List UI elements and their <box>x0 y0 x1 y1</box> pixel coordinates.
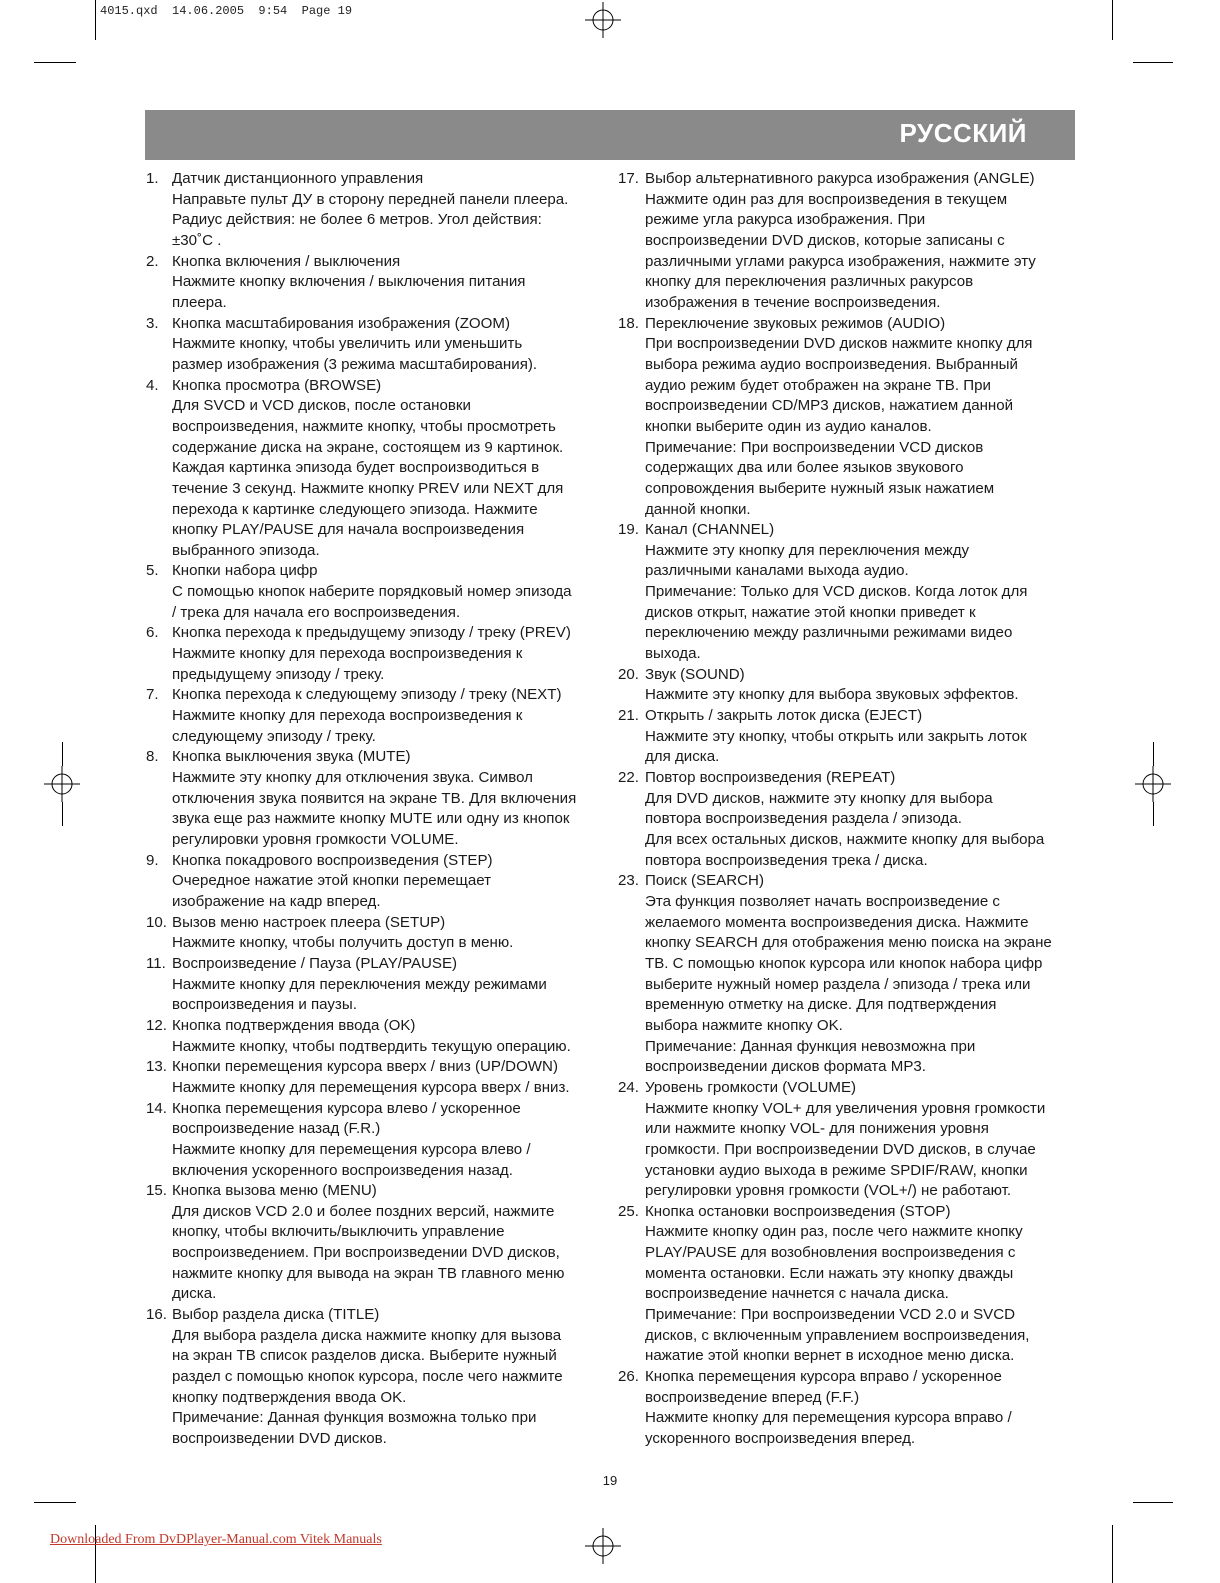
item-number: 22. <box>618 769 639 787</box>
item-description-line: момента остановки. Если нажать эту кнопку дважды <box>645 1264 1014 1282</box>
item-description-line: плеера. <box>172 293 227 311</box>
item-number: 4. <box>146 376 159 394</box>
crop-mark <box>34 62 76 63</box>
item-description-line: Нажмите кнопку включения / выключения питания <box>172 273 526 291</box>
item-description-line: Примечание: Данная функция невозможна при <box>645 1037 976 1055</box>
crop-mark <box>95 0 96 40</box>
item-description-line: выбора нажмите кнопку OK. <box>645 1016 843 1034</box>
language-header <box>145 110 1075 160</box>
item-number: 26. <box>618 1368 639 1386</box>
item-description-line: Нажмите один раз для воспроизведения в текущем <box>645 190 1008 208</box>
list-item <box>146 1181 608 1305</box>
item-number: 2. <box>146 252 159 270</box>
crop-mark <box>1153 742 1154 766</box>
item-description-line: Направьте пульт ДУ в сторону передней панели плеера. <box>172 190 569 208</box>
item-number: 20. <box>618 665 639 683</box>
crop-mark <box>1133 1502 1173 1503</box>
list-item <box>146 561 608 623</box>
item-heading <box>146 561 608 582</box>
item-number: 16. <box>146 1306 167 1324</box>
item-description-line: кнопку, чтобы включить/выключить управление <box>172 1223 505 1241</box>
list-item <box>146 747 608 850</box>
item-description-line: переключению между различными режимами видео <box>645 624 1013 642</box>
item-number: 8. <box>146 748 159 766</box>
item-description-line: воспроизведении DVD дисков. <box>172 1430 387 1448</box>
item-number: 1. <box>146 170 159 187</box>
item-number: 6. <box>146 624 159 642</box>
item-heading <box>146 1181 608 1202</box>
item-description-line: регулировки уровня громкости VOLUME. <box>172 831 459 848</box>
item-number: 10. <box>146 913 167 931</box>
item-description-line: ТВ. С помощью кнопок курсора или кнопок набора цифр <box>645 954 1043 972</box>
item-heading-text: Вызов меню настроек плеера (SETUP) <box>172 913 446 931</box>
list-item <box>146 314 608 376</box>
crop-mark <box>1133 62 1173 63</box>
item-heading-text: Кнопки набора цифр <box>172 562 318 580</box>
item-description-line: течение 3 секунд. Нажмите кнопку PREV или NEXT для <box>172 479 564 497</box>
item-heading-text: Кнопка перемещения курсора вправо / ускоренное <box>645 1368 1002 1386</box>
list-item <box>618 1202 1076 1367</box>
item-description-line: / трека для начала его воспроизведения. <box>172 603 461 621</box>
list-item <box>618 1367 1076 1450</box>
item-description-line: ускоренного воспроизведения вперед. <box>645 1430 916 1448</box>
crop-mark <box>1153 802 1154 826</box>
item-description-line: временную отметку на диске. Для подтверждения <box>645 996 997 1014</box>
item-heading <box>146 747 608 768</box>
item-description-line: воспроизведении CD/MP3 дисков, нажатием данной <box>645 397 1014 415</box>
item-description-line: Нажмите кнопку один раз, после чего нажмите кнопку <box>645 1223 1023 1241</box>
item-heading <box>618 768 1076 789</box>
item-description-line: Нажмите кнопку для перемещения курсора вправо / <box>645 1409 1012 1427</box>
item-heading <box>146 954 608 975</box>
item-description-line: диска. <box>172 1285 217 1303</box>
list-item <box>618 520 1076 665</box>
print-slug: 4015.qxd 14.06.2005 9:54 Page 19 <box>100 4 353 18</box>
item-heading <box>618 706 1076 727</box>
crop-mark <box>1112 0 1113 40</box>
item-number: 18. <box>618 314 639 332</box>
item-description-line: предыдущему эпизоду / треку. <box>172 665 385 683</box>
item-description-line: Нажмите кнопку, чтобы подтвердить текущую операцию. <box>172 1037 571 1055</box>
item-description-line: включения ускоренного воспроизведения назад. <box>172 1161 513 1179</box>
list-item <box>618 706 1076 768</box>
list-item <box>618 768 1076 871</box>
list-item <box>618 871 1076 1078</box>
item-description-line: Нажмите кнопку, чтобы увеличить или уменьшить <box>172 335 523 353</box>
item-description-line: на экран ТВ список разделов диска. Выберите нужный <box>172 1347 557 1365</box>
item-description-line: дисков открыт, нажатие этой кнопки приведет к <box>645 603 976 621</box>
item-description-line: воспроизведении дисков формата MP3. <box>645 1058 926 1076</box>
item-heading-text: Кнопка выключения звука (MUTE) <box>172 748 411 766</box>
item-description-line: выбранного эпизода. <box>172 541 320 559</box>
item-heading <box>146 252 608 273</box>
item-description-line: кнопку SEARCH для отображения меню поиска на экране <box>645 934 1052 952</box>
item-description-line: для диска. <box>645 748 720 766</box>
item-number: 24. <box>618 1078 639 1096</box>
item-description-line: воспроизведении DVD дисков, которые записаны с <box>645 231 1005 249</box>
item-description-line: нажатие этой кнопки вернет в исходное меню диска. <box>645 1347 1015 1365</box>
list-item <box>146 169 608 252</box>
item-heading-text: Выбор раздела диска (TITLE) <box>172 1306 380 1324</box>
item-description-line: воспроизведение вперед (F.F.) <box>645 1388 860 1406</box>
registration-mark-icon <box>585 2 621 38</box>
item-number: 21. <box>618 707 639 725</box>
registration-mark-icon <box>585 1528 621 1564</box>
item-heading-text: Уровень громкости (VOLUME) <box>645 1078 857 1096</box>
item-description-line: режиме угла ракурса изображения. При <box>645 211 926 229</box>
item-description-line: воспроизведения и паузы. <box>172 996 357 1014</box>
item-heading <box>146 1305 608 1326</box>
item-description-line: Нажмите эту кнопку для переключения между <box>645 541 970 559</box>
item-description-line: Для SVCD и VCD дисков, после остановки <box>172 397 471 415</box>
item-description-line: кнопку для переключения различных ракурсов <box>645 273 974 291</box>
item-number: 5. <box>146 562 159 580</box>
item-heading <box>618 169 1076 190</box>
crop-mark <box>62 802 63 826</box>
list-item <box>146 623 608 685</box>
item-description-line: Радиус действия: не более 6 метров. Угол действия: <box>172 211 542 229</box>
item-description-line: различными углами ракурса изображения, нажмите эту <box>645 252 1036 270</box>
item-description-line: содержание диска на экране, состоящем из 9 картинок. <box>172 438 564 456</box>
item-description-line: кнопки выберите один из аудио каналов. <box>645 417 932 435</box>
item-description-line: Примечание: Только для VCD дисков. Когда лоток для <box>645 583 1028 601</box>
item-heading <box>146 913 608 934</box>
item-description-line: воспроизведение начнется с начала диска. <box>645 1285 949 1303</box>
crop-mark <box>1112 1525 1113 1583</box>
list-item <box>146 913 608 954</box>
item-number: 23. <box>618 872 639 890</box>
item-number: 14. <box>146 1099 167 1117</box>
item-heading <box>146 169 608 190</box>
item-description-line: Для всех остальных дисков, нажмите кнопку для выбора <box>645 831 1045 848</box>
item-heading <box>146 1057 608 1078</box>
item-heading <box>146 314 608 335</box>
list-item <box>618 665 1076 706</box>
item-description-line: Примечание: При воспроизведении VCD дисков <box>645 438 984 456</box>
item-heading <box>146 623 608 644</box>
item-description-line: аудио режим будет отображен на экране ТВ. При <box>645 376 991 394</box>
item-description-line: установки аудио выхода в режиме SPDIF/RAW, кнопки <box>645 1161 1028 1179</box>
item-heading-text: Кнопка перехода к предыдущему эпизоду / треку (PREV) <box>172 624 571 642</box>
item-heading-text: Кнопка просмотра (BROWSE) <box>172 376 382 394</box>
list-item <box>146 1016 608 1057</box>
item-heading-text: Кнопка остановки воспроизведения (STOP) <box>645 1202 951 1220</box>
item-description-line: выберите нужный номер раздела / эпизода / трека или <box>645 975 1031 993</box>
item-heading <box>618 520 1076 541</box>
item-heading-text: Кнопка включения / выключения <box>172 252 401 270</box>
item-description-line: Нажмите эту кнопку для отключения звука. Символ <box>172 769 533 787</box>
item-description-line: кнопку подтверждения ввода OK. <box>172 1388 407 1406</box>
item-description-line: Для выбора раздела диска нажмите кнопку для вызова <box>172 1326 562 1344</box>
item-heading-text: Повтор воспроизведения (REPEAT) <box>645 769 896 787</box>
item-description-line: содержащих два или более языков звукового <box>645 459 964 477</box>
item-description-line: изображение на кадр вперед. <box>172 892 381 910</box>
item-heading <box>618 1202 1076 1223</box>
item-description-line: Нажмите кнопку для переключения между режимами <box>172 975 547 993</box>
item-heading <box>146 851 608 872</box>
item-description-line: громкости. При воспроизведении DVD дисков, в случае <box>645 1140 1036 1158</box>
crop-mark <box>62 742 63 766</box>
item-description-line: дисков, с включенным управлением воспроизведения, <box>645 1326 1030 1344</box>
item-heading-text: Кнопка подтверждения ввода (OK) <box>172 1016 416 1034</box>
item-number: 11. <box>146 954 166 972</box>
item-description-line: Нажмите кнопку для перехода воспроизведения к <box>172 707 523 725</box>
list-item <box>146 954 608 1016</box>
list-item <box>146 252 608 314</box>
item-description-line: Нажмите кнопку для перемещения курсора влево / <box>172 1140 531 1158</box>
item-heading-text: Кнопка вызова меню (MENU) <box>172 1182 377 1200</box>
item-description-line: Эта функция позволяет начать воспроизведение с <box>645 892 1000 910</box>
item-description-line: повтора воспроизведения раздела / эпизода. <box>645 810 962 828</box>
registration-mark-icon <box>44 766 80 802</box>
item-description-line: данной кнопки. <box>645 500 751 518</box>
item-description-line: повтора воспроизведения трека / диска. <box>645 851 928 869</box>
item-description-line: Нажмите кнопку VOL+ для увеличения уровня громкости <box>645 1099 1046 1117</box>
item-number: 3. <box>146 314 159 332</box>
item-description-line: раздел с помощью кнопок курсора, после чего нажмите <box>172 1368 563 1386</box>
item-description-line: нажмите кнопку для вывода на экран ТВ главного меню <box>172 1264 565 1282</box>
item-description-line: звука еще раз нажмите кнопку MUTE или одну из кнопок <box>172 810 570 828</box>
list-item <box>146 376 608 562</box>
item-description-line: Для DVD дисков, нажмите эту кнопку для выбора <box>645 789 993 807</box>
item-description-line: Нажмите кнопку для перехода воспроизведения к <box>172 645 523 663</box>
item-description-line: Нажмите кнопку для перемещения курсора вверх / вниз. <box>172 1078 570 1096</box>
item-heading-text: Открыть / закрыть лоток диска (EJECT) <box>645 707 923 725</box>
list-item <box>146 1305 608 1450</box>
list-item <box>618 314 1076 521</box>
item-description-line: Для дисков VCD 2.0 и более поздних версий, нажмите <box>172 1202 555 1220</box>
source-link[interactable]: Downloaded From DvDPlayer-Manual.com Vitek Manuals <box>50 1532 382 1547</box>
item-heading-text: Поиск (SEARCH) <box>645 872 764 890</box>
item-description-line: следующему эпизоду / треку. <box>172 727 376 745</box>
item-heading <box>618 871 1076 892</box>
item-description-line: выбора режима аудио воспроизведения. Выбранный <box>645 355 1018 373</box>
item-description-line: Примечание: При воспроизведении VCD 2.0 и SVCD <box>645 1306 1016 1324</box>
item-description-line: сопровождения выберите нужный язык нажатием <box>645 479 995 497</box>
item-description-line: ±30˚С . <box>172 231 222 249</box>
item-heading-text: Переключение звуковых режимов (AUDIO) <box>645 314 946 332</box>
item-heading <box>146 1099 608 1120</box>
item-description-line: С помощью кнопок наберите порядковый номер эпизода <box>172 583 572 601</box>
item-heading-text: Кнопка перемещения курсора влево / ускоренное <box>172 1099 521 1117</box>
item-number: 7. <box>146 686 159 704</box>
item-number: 15. <box>146 1182 167 1200</box>
page-title: РУССКИЙ <box>899 118 1027 148</box>
item-description-line: Примечание: Данная функция возможна только при <box>172 1409 537 1427</box>
item-description-line: перехода к картинке следующего эпизода. Нажмите <box>172 500 538 518</box>
item-description-line: Очередное нажатие этой кнопки перемещает <box>172 872 492 890</box>
item-heading-text: Кнопка перехода к следующему эпизоду / треку (NEXT) <box>172 686 562 704</box>
item-heading-text: Воспроизведение / Пауза (PLAY/PAUSE) <box>172 954 458 972</box>
crop-mark <box>34 1502 76 1503</box>
item-heading-text: Выбор альтернативного ракурса изображения (ANGLE) <box>645 170 1035 187</box>
item-description-line: Нажмите кнопку, чтобы получить доступ в меню. <box>172 934 514 952</box>
item-description-line: Каждая картинка эпизода будет воспроизводиться в <box>172 459 540 477</box>
item-description-line: При воспроизведении DVD дисков нажмите кнопку для <box>645 335 1033 353</box>
registration-mark-icon <box>1135 766 1171 802</box>
item-description-line: размер изображения (3 режима масштабирования). <box>172 355 538 373</box>
item-heading <box>618 1367 1076 1388</box>
item-description-line: воспроизведение назад (F.R.) <box>172 1120 381 1138</box>
item-description-line: различными каналами выхода аудио. <box>645 562 909 580</box>
item-heading <box>618 665 1076 686</box>
item-description-line: Нажмите эту кнопку для выбора звуковых эффектов. <box>645 686 1019 704</box>
item-description-line: PLAY/PAUSE для возобновления воспроизведения с <box>645 1244 1016 1262</box>
item-heading <box>146 1016 608 1037</box>
item-number: 19. <box>618 521 639 539</box>
list-item <box>146 685 608 747</box>
right-column <box>618 169 1076 1450</box>
item-description-line: желаемого момента воспроизведения диска. Нажмите <box>645 913 1029 931</box>
item-description-line: воспроизведением. При воспроизведении DVD дисков, <box>172 1244 560 1262</box>
item-number: 13. <box>146 1058 167 1076</box>
item-number: 25. <box>618 1202 639 1220</box>
item-description-line: кнопку PLAY/PAUSE для начала воспроизведения <box>172 521 525 539</box>
item-description-line: выхода. <box>645 645 701 663</box>
item-number: 17. <box>618 170 639 187</box>
item-heading-text: Кнопка масштабирования изображения (ZOOM) <box>172 314 510 332</box>
item-description-line: воспроизведения, нажмите кнопку, чтобы просмотреть <box>172 417 556 435</box>
item-number: 9. <box>146 851 159 869</box>
list-item <box>618 169 1076 314</box>
item-heading <box>618 1078 1076 1099</box>
item-heading <box>146 685 608 706</box>
item-heading-text: Канал (CHANNEL) <box>645 521 775 539</box>
item-heading <box>146 376 608 397</box>
item-description-line: отключения звука появится на экране ТВ. Для включения <box>172 789 577 807</box>
item-description-line: или нажмите кнопку VOL- для понижения уровня <box>645 1120 989 1138</box>
list-item <box>146 1099 608 1182</box>
list-item <box>146 851 608 913</box>
item-heading-text: Кнопки перемещения курсора вверх / вниз (UP/DOWN) <box>172 1058 558 1076</box>
item-description-line: регулировки уровня громкости (VOL+/) не работают. <box>645 1182 1012 1200</box>
item-heading <box>618 314 1076 335</box>
item-heading-text: Датчик дистанционного управления <box>172 170 424 187</box>
left-column <box>146 169 608 1450</box>
list-item <box>146 1057 608 1098</box>
item-heading-text: Кнопка покадрового воспроизведения (STEP) <box>172 851 493 869</box>
item-number: 12. <box>146 1016 167 1034</box>
page-number: 19 <box>602 1473 618 1488</box>
item-heading-text: Звук (SOUND) <box>645 665 745 683</box>
list-item <box>618 1078 1076 1202</box>
item-description-line: Нажмите эту кнопку, чтобы открыть или закрыть лоток <box>645 727 1027 745</box>
item-description-line: изображения в течение воспроизведения. <box>645 293 941 311</box>
